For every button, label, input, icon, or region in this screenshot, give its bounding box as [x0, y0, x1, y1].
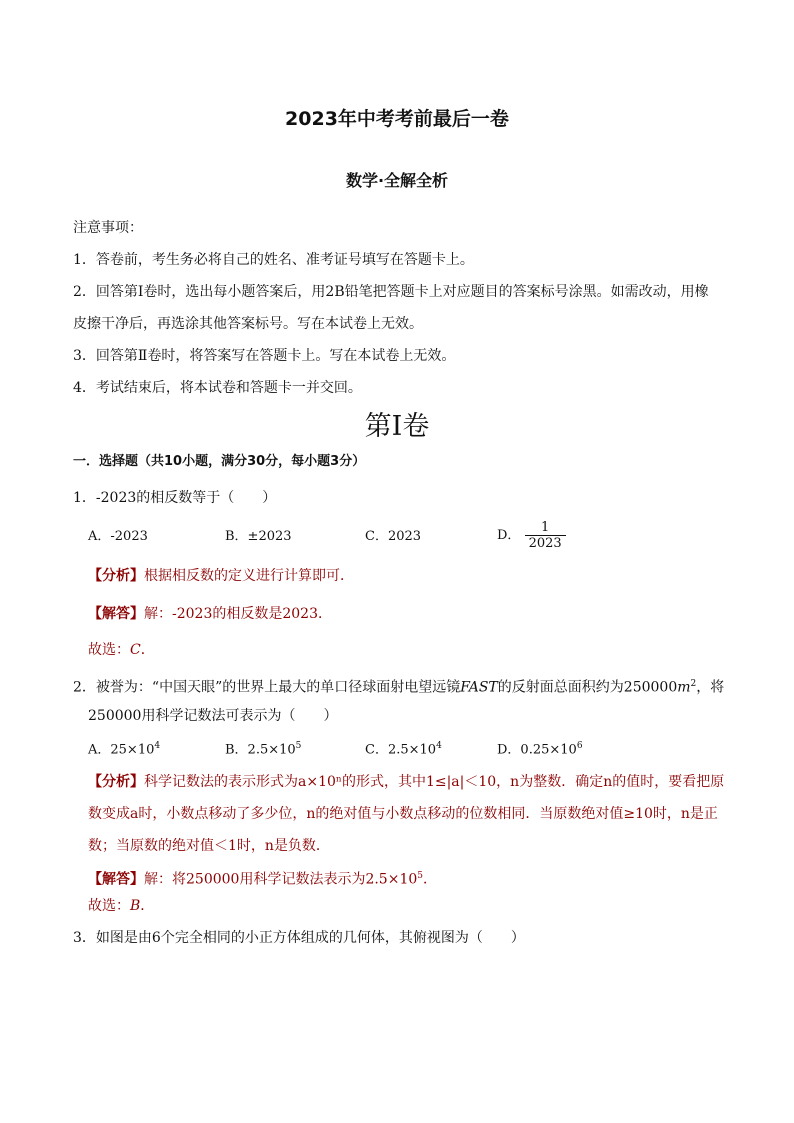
answer-text: 解：-2023的相反数是2023．	[144, 606, 332, 622]
q2-stem-end: ，将	[696, 679, 725, 696]
page-subtitle: 数学·全解全析	[345, 171, 449, 190]
analysis-tag: 【分析】	[88, 774, 144, 790]
fraction-numerator: 1	[540, 520, 550, 535]
q2-stem-fast: FAST	[460, 679, 498, 696]
notes-heading: 注意事项：	[73, 220, 143, 236]
answer-end: ．	[423, 871, 437, 888]
q3-stem: 3．如图是由6个完全相同的小正方体组成的几何体，其俯视图为（ ）	[73, 930, 525, 946]
option-exp: 4	[436, 741, 442, 751]
page-title: 2023年中考考前最后一卷	[285, 108, 509, 130]
option-text: C．2.5×10	[365, 742, 437, 758]
option-exp: 6	[576, 741, 583, 751]
section-title: 第Ⅰ卷	[364, 411, 430, 442]
q2-stem-text: 2．被誉为：“中国天眼”的世界上最大的单口径球面射电望远镜	[73, 679, 461, 696]
choice-suffix: ．	[140, 642, 155, 658]
q2-stem-line1	[73, 674, 724, 698]
section-heading: 一．选择题（共10小题，满分30分，每小题3分）	[73, 454, 366, 469]
choice-suffix: ．	[140, 898, 155, 914]
q2-option-b	[225, 736, 301, 760]
q1-option-c: C．2023	[365, 529, 422, 544]
choice-letter: B	[130, 898, 141, 914]
q2-answer	[88, 866, 437, 890]
q2-analysis-line1	[88, 772, 724, 792]
q2-analysis-line3: 数；当原数的绝对值＜1时，n是负数．	[88, 838, 330, 854]
q2-stem-line2: 250000用科学记数法可表示为（ ）	[88, 708, 338, 724]
choice-prefix: 故选：	[88, 642, 130, 658]
answer-exp: 5	[417, 871, 423, 881]
note-item-2-cont: 皮擦干净后，再选涂其他答案标号。写在本试卷上无效。	[73, 316, 423, 332]
option-text: A．25×10	[88, 742, 155, 758]
q1-choice	[88, 640, 155, 660]
option-text: B．2.5×10	[225, 742, 296, 758]
q2-stem-area: 的反射面总面积约为250000	[497, 679, 678, 696]
answer-tag: 【解答】	[88, 606, 144, 622]
note-item-2: 2．回答第Ⅰ卷时，选出每小题答案后，用2B铅笔把答题卡上对应题目的答案标号涂黑。如需改动，用橡	[73, 284, 709, 300]
q2-stem-unit: m	[677, 679, 691, 696]
option-exp: 5	[295, 741, 302, 751]
q1-option-a: A．-2023	[88, 529, 148, 544]
choice-letter: C	[130, 642, 141, 658]
analysis-tag: 【分析】	[88, 568, 144, 584]
q1-option-d-fraction	[525, 520, 566, 551]
q1-option-d-label: D．	[497, 528, 521, 543]
q1-option-d	[497, 520, 566, 551]
q1-analysis	[88, 566, 354, 586]
q2-analysis-line2: 数变成a时，小数点移动了多少位，n的绝对值与小数点移动的位数相同．当原数绝对值≥10时，n是正	[88, 806, 718, 822]
answer-text: 解：将250000用科学记数法表示为2.5×10	[144, 871, 418, 888]
q1-stem: 1．-2023的相反数等于（ ）	[73, 490, 277, 506]
option-text: D．0.25×10	[497, 742, 577, 758]
answer-tag: 【解答】	[88, 871, 144, 888]
q2-option-a	[88, 736, 160, 760]
q1-option-b: B．±2023	[225, 529, 292, 544]
analysis-text: 根据相反数的定义进行计算即可．	[144, 568, 354, 584]
note-item-4: 4．考试结束后，将本试卷和答题卡一并交回。	[73, 380, 362, 396]
q2-option-d	[497, 736, 583, 760]
fraction-denominator: 2023	[525, 535, 566, 551]
note-item-1: 1．答卷前，考生务必将自己的姓名、准考证号填写在答题卡上。	[73, 252, 474, 268]
q2-choice	[88, 896, 154, 916]
q2-stem-unit-exp: 2	[690, 679, 697, 689]
q2-option-c	[365, 736, 442, 760]
q1-answer	[88, 604, 332, 624]
note-item-3: 3．回答第Ⅱ卷时，将答案写在答题卡上。写在本试卷上无效。	[73, 348, 456, 364]
analysis-text: 科学记数法的表示形式为a×10ⁿ的形式，其中1≤|a|＜10，n为整数．确定n的值时，要看把原	[144, 774, 725, 790]
choice-prefix: 故选：	[88, 898, 130, 914]
option-exp: 4	[154, 741, 161, 751]
